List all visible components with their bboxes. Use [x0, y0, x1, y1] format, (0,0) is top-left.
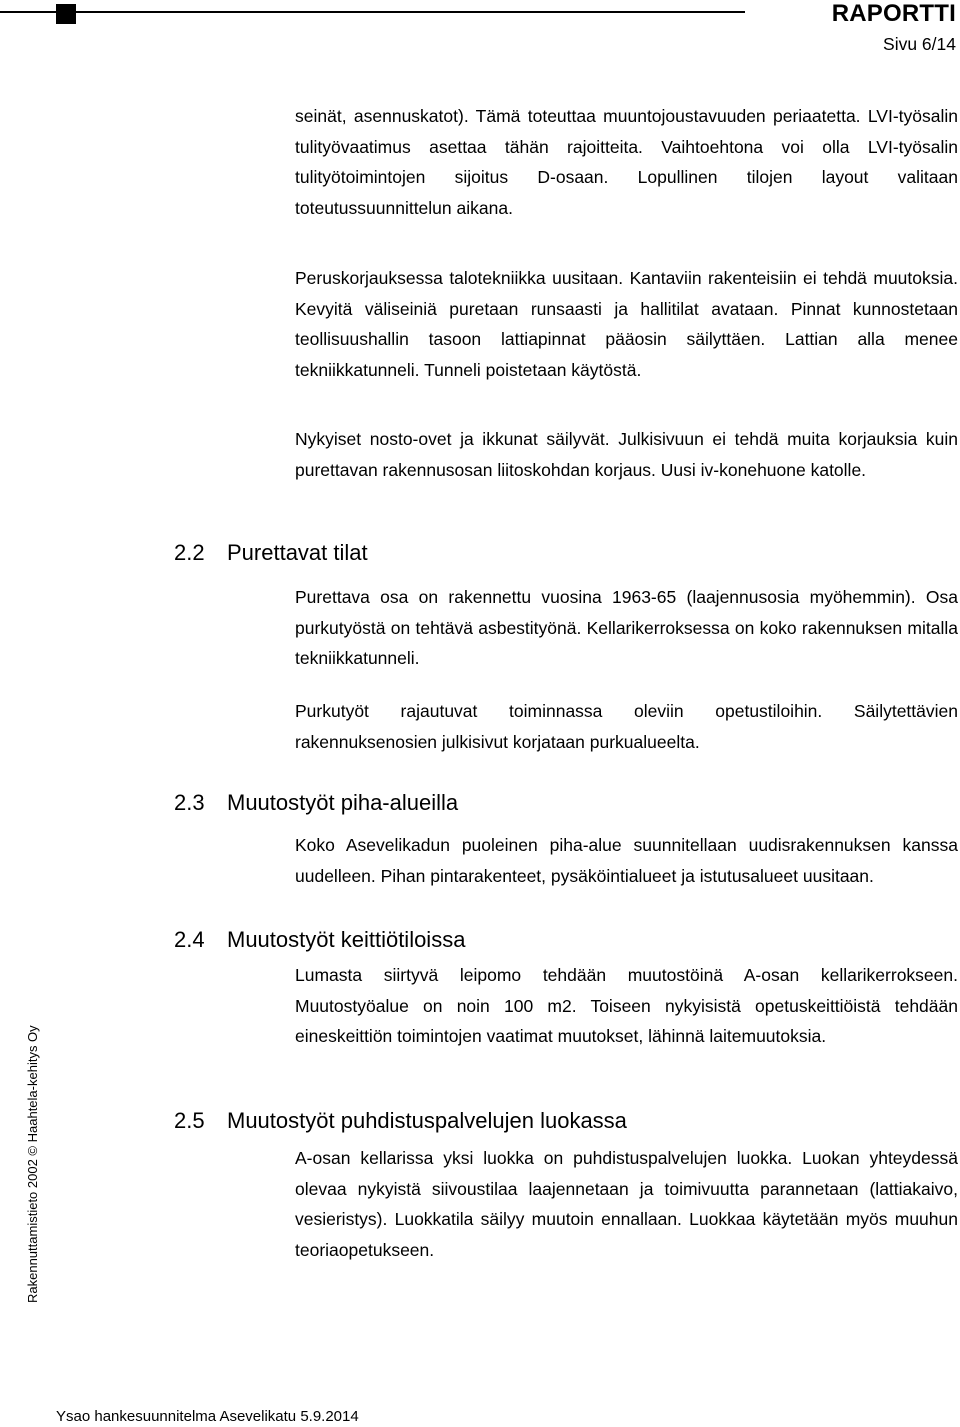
page-number: Sivu 6/14 [883, 34, 956, 54]
copyright-side-text: Rakennuttamistieto 2002 © Haahtela-kehitys Oy [25, 1025, 40, 1303]
header-square-mark [56, 4, 76, 24]
paragraph-cleaning-class: A-osan kellarissa yksi luokka on puhdistuspalvelujen luokka. Luokan yhteydessä olevaa nykyistä siivoustilaa laajennetaan ja toimivuutta parannetaan (lattiakaivo, vesieristys). Luokkatila säilyy muutoin ennallaan. Luokkaa käytetään myös muuhun teoriaopetukseen. [295, 1148, 958, 1260]
footer-document-name: Ysao hankesuunnitelma Asevelikatu 5.9.2014 [56, 1408, 359, 1425]
section-number: 2.4 [174, 927, 205, 952]
section-heading-2-2 [174, 540, 368, 566]
paragraph-layout: seinät, asennuskatot). Tämä toteuttaa muuntojoustavuuden periaatetta. LVI-työsalin tulityövaatimus asettaa tähän rajoitteita. Vaihtoehtona voi olla LVI-työsalin tulityötoimintojen sijoitus D-osaan. Lopullinen tilojen layout valitaan toteutussuunnittelun aikana. [295, 106, 958, 218]
section-number: 2.3 [174, 790, 205, 815]
paragraph-yard: Koko Asevelikadun puoleinen piha-alue suunnitellaan uudisrakennuksen kanssa uudelleen. Pihan pintarakenteet, pysäköintialueet ja istutusalueet uusitaan. [295, 835, 958, 886]
paragraph-kitchen: Lumasta siirtyvä leipomo tehdään muutostöinä A-osan kellarikerrokseen. Muutostyöalue on noin 100 m2. Toiseen nykyisistä opetuskeittiöistä tehdään eineskeittiön toimintojen vaatimat muutokset, lähinnä laitemuutoksia. [295, 965, 958, 1046]
section-number: 2.5 [174, 1108, 205, 1133]
section-title: Muutostyöt piha-alueilla [227, 790, 459, 815]
paragraph-facade: Nykyiset nosto-ovet ja ikkunat säilyvät. Julkisivuun ei tehdä muita korjauksia kuin purettavan rakennusosan liitoskohdan korjaus. Uusi iv-konehuone katolle. [295, 429, 958, 480]
header-rule [0, 11, 745, 13]
section-title: Muutostyöt puhdistuspalvelujen luokassa [227, 1108, 627, 1133]
report-title: RAPORTTI [831, 0, 956, 27]
section-heading-2-5 [174, 1108, 627, 1134]
section-title: Muutostyöt keittiötiloissa [227, 927, 466, 952]
paragraph-demolition-2: Purkutyöt rajautuvat toiminnassa oleviin opetustiloihin. Säilytettävien rakennuksenosien julkisivut korjataan purkualueelta. [295, 701, 958, 752]
section-number: 2.2 [174, 540, 205, 565]
paragraph-renovation: Peruskorjauksessa talotekniikka uusitaan. Kantaviin rakenteisiin ei tehdä muutoksia. Kevyitä väliseiniä puretaan runsaasti ja hallitilat avataan. Pinnat kunnostetaan teollisuushallin tasoon lattiapinnat pääosin säilyttäen. Lattian alla menee tekniikkatunneli. Tunneli poistetaan käytöstä. [295, 268, 958, 380]
section-heading-2-4 [174, 927, 465, 953]
section-title: Purettavat tilat [227, 540, 368, 565]
paragraph-demolition-1: Purettava osa on rakennettu vuosina 1963-65 (laajennusosia myöhemmin). Osa purkutyöstä on tehtävä asbestityönä. Kellarikerroksessa on koko rakennuksen mitalla tekniikkatunneli. [295, 587, 958, 668]
section-heading-2-3 [174, 790, 458, 816]
